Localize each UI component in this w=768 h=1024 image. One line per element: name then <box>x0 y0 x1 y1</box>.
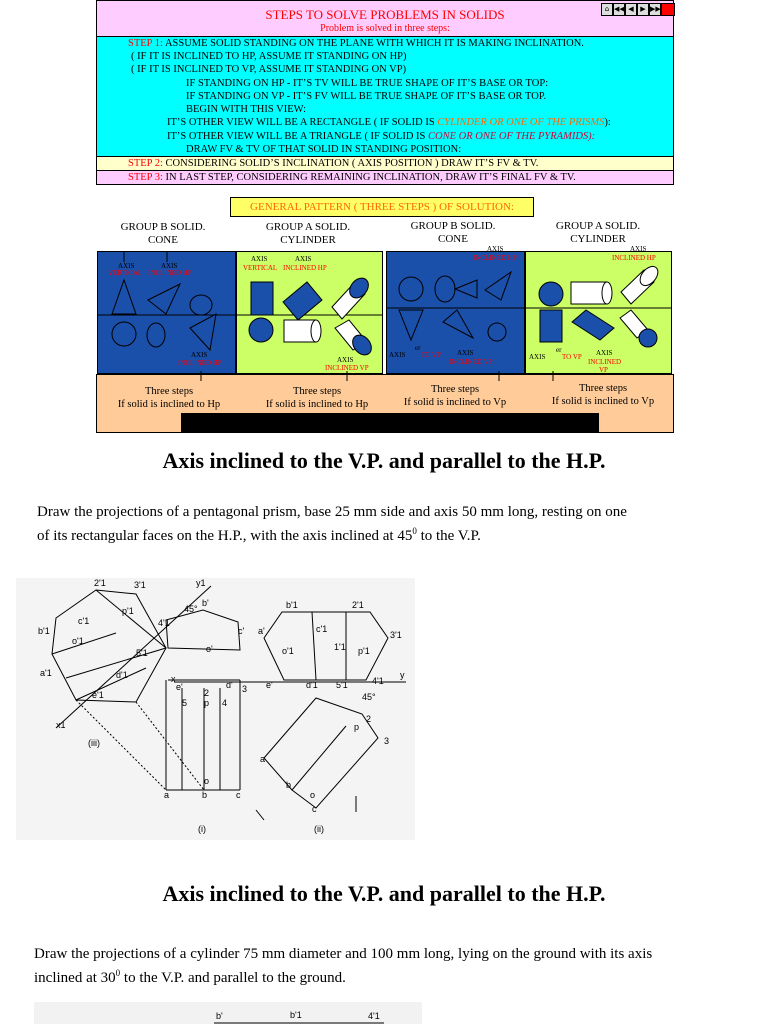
svg-text:3: 3 <box>242 684 248 694</box>
slide-nav <box>601 3 675 15</box>
para-text: to the V.P. <box>416 528 481 544</box>
axis-inclined-label: INCLINED <box>588 358 622 366</box>
three-steps-line1: Three steps <box>144 386 194 397</box>
svg-text:2'1: 2'1 <box>94 578 106 588</box>
axis-label: AXIS <box>337 356 354 364</box>
svg-text:2'1: 2'1 <box>352 600 364 610</box>
svg-text:y: y <box>400 670 405 680</box>
svg-text:a: a <box>164 790 170 800</box>
group-line2: CONE <box>148 234 178 246</box>
prism-drawing <box>16 578 415 840</box>
pattern-title: GENERAL PATTERN ( THREE STEPS ) OF SOLUTION: <box>230 197 534 217</box>
axis-inclined-vp-label: INCLINED VP <box>325 364 369 372</box>
to-vp-label: TO VP <box>421 351 441 359</box>
svg-text:c'1: c'1 <box>78 616 90 626</box>
axis-label: AXIS <box>191 351 208 359</box>
svg-text:p'1: p'1 <box>358 646 370 656</box>
stop-icon[interactable] <box>661 3 675 16</box>
prev-icon[interactable]: ◀ <box>625 3 637 16</box>
svg-text:y1: y1 <box>196 578 206 588</box>
axis-label: AXIS <box>596 349 613 357</box>
home-icon[interactable]: ⌂ <box>601 3 613 16</box>
axis-label: AXIS <box>295 255 312 263</box>
axis-vertical-label: VERTICAL <box>243 264 278 272</box>
to-vp-label: TO VP <box>562 353 582 361</box>
svg-text:e': e' <box>176 682 183 692</box>
group-label-3 <box>403 220 503 246</box>
three-steps-line2: If solid is inclined to Vp <box>403 397 507 408</box>
group-line2: CYLINDER <box>570 233 626 245</box>
svg-text:x1: x1 <box>56 720 66 730</box>
step1-line6: BEGIN WITH THIS VIEW: <box>186 104 307 115</box>
svg-text:x: x <box>171 674 176 684</box>
steps-subtitle: Problem is solved in three steps: <box>320 23 450 34</box>
group-label-2 <box>258 221 358 247</box>
three-steps-1 <box>97 385 241 411</box>
section2-heading: Axis inclined to the V.P. and parallel to the H.P. <box>162 881 606 906</box>
axis-inclined-hp-label: INCLINED HP <box>612 254 656 262</box>
section1-para-line2 <box>37 521 481 546</box>
group-line1: GROUP A SOLID. <box>265 221 351 233</box>
para-text: inclined at 30 <box>34 970 116 986</box>
svg-text:b'1: b'1 <box>286 600 298 610</box>
line8-text: IT’S OTHER VIEW WILL BE A TRIANGLE ( IF SOLID IS <box>167 131 429 142</box>
svg-text:5'1: 5'1 <box>336 680 348 690</box>
svg-text:e': e' <box>266 680 273 690</box>
axis-label: AXIS <box>529 353 546 361</box>
svg-text:4: 4 <box>222 698 228 708</box>
axis-inclined-hp-label: INCLINED HP <box>148 269 192 277</box>
line7-text: IT’S OTHER VIEW WILL BE A RECTANGLE ( IF SOLID IS <box>167 117 438 128</box>
section2-para-line1: Draw the projections of a cylinder 75 mm diameter and 100 mm long, lying on the ground with its axis <box>34 946 653 962</box>
section1-para-line1: Draw the projections of a pentagonal prism, base 25 mm side and axis 50 mm long, resting on one <box>37 504 627 520</box>
svg-text:a: a <box>260 754 266 764</box>
svg-text:45°: 45° <box>362 692 376 702</box>
fig-label: b'1 <box>290 1010 302 1020</box>
para-text: to the V.P. and parallel to the ground. <box>120 970 346 986</box>
three-steps-line2: If solid is inclined to Hp <box>265 399 369 410</box>
last-icon[interactable]: ▶▶ <box>649 3 661 16</box>
fig-label: b' <box>216 1011 223 1021</box>
degree-sup: 0 <box>115 968 121 978</box>
axis-label: AXIS <box>251 255 268 263</box>
group-line1: GROUP B SOLID. <box>410 220 496 232</box>
three-steps-2 <box>245 385 389 411</box>
step-arrows <box>97 371 673 386</box>
three-steps-line1: Three steps <box>578 383 628 394</box>
three-steps-3 <box>383 383 527 409</box>
three-steps-line2: If solid is inclined to Vp <box>551 396 655 407</box>
svg-text:b: b <box>202 790 208 800</box>
axis-vp-label: VP <box>599 366 608 374</box>
svg-text:a'1: a'1 <box>40 668 52 678</box>
degree-sup: 0 <box>412 526 417 536</box>
step1-line4: IF STANDING ON HP - IT’S TV WILL BE TRUE SHAPE OF IT’S BASE OR TOP: <box>186 78 549 89</box>
black-bar <box>181 413 599 432</box>
steps-title: STEPS TO SOLVE PROBLEMS IN SOLIDS <box>265 7 505 22</box>
svg-text:2: 2 <box>204 688 210 698</box>
group-line2: CYLINDER <box>280 234 336 246</box>
svg-text:b': b' <box>202 598 209 608</box>
step2-text: CONSIDERING SOLID’S INCLINATION ( AXIS POSITION ) DRAW IT’S FV & TV. <box>162 158 539 169</box>
three-steps-line1: Three steps <box>430 384 480 395</box>
svg-text:p'1: p'1 <box>122 606 134 616</box>
three-steps-line1: Three steps <box>292 386 342 397</box>
axis-inclined-hp-label: INCLINED HP <box>283 264 327 272</box>
axis-label: AXIS <box>457 349 474 357</box>
svg-text:o: o <box>204 776 210 786</box>
para-text: of its rectangular faces on the H.P., with the axis inclined at 45 <box>37 528 413 544</box>
next-icon[interactable]: ▶ <box>637 3 649 16</box>
svg-text:d': d' <box>226 680 233 690</box>
svg-text:c': c' <box>238 626 245 636</box>
perp-label: er <box>415 344 421 352</box>
svg-text:c: c <box>236 790 241 800</box>
step1-line9: DRAW FV & TV OF THAT SOLID IN STANDING POSITION: <box>186 144 462 155</box>
step1-block <box>97 37 673 157</box>
svg-text:(iii): (iii) <box>88 738 100 748</box>
svg-text:4'1: 4'1 <box>372 676 384 686</box>
step2-label: STEP 2: <box>128 158 163 169</box>
cylinder-figure <box>34 1002 422 1024</box>
group-label-4 <box>548 220 648 246</box>
svg-text:3'1: 3'1 <box>390 630 402 640</box>
axis-label: AXIS <box>161 262 178 270</box>
svg-text:(ii): (ii) <box>314 824 324 834</box>
axis-label: AXIS <box>487 245 504 253</box>
svg-text:4'1: 4'1 <box>158 618 170 628</box>
step1-line3: ( IF IT IS INCLINED TO VP, ASSUME IT STANDING ON VP) <box>131 64 407 75</box>
line8-highlight: CONE OR ONE OF THE PYRAMIDS): <box>428 131 596 142</box>
first-icon[interactable]: ◀◀ <box>613 3 625 16</box>
svg-text:5: 5 <box>182 698 188 708</box>
axis-inclined-hp-label: INCLINED HP <box>178 359 222 367</box>
svg-text:p: p <box>204 698 210 708</box>
svg-text:45°: 45° <box>184 604 198 614</box>
step1-label: STEP 1: <box>128 38 163 49</box>
svg-text:d'1: d'1 <box>306 680 318 690</box>
perp-label: er <box>556 346 562 354</box>
svg-text:o'1: o'1 <box>282 646 294 656</box>
svg-text:3'1: 3'1 <box>134 580 146 590</box>
group-line1: GROUP A SOLID. <box>555 220 641 232</box>
group-line1: GROUP B SOLID. <box>120 221 206 233</box>
axis-label: AXIS <box>389 351 406 359</box>
step1-line <box>128 37 584 50</box>
panel-cylinder-hp <box>236 251 383 374</box>
svg-text:e'1: e'1 <box>92 690 104 700</box>
svg-text:p: p <box>354 722 360 732</box>
svg-text:o': o' <box>206 644 213 654</box>
step1-line5: IF STANDING ON VP - IT’S FV WILL BE TRUE SHAPE OF IT’S BASE OR TOP. <box>186 91 547 102</box>
axis-inclined-hp-label: INCLINED HP <box>473 254 517 262</box>
axis-label: AXIS <box>118 262 135 270</box>
group-line2: CONE <box>438 233 468 245</box>
steps-header <box>97 1 673 37</box>
step1-line8 <box>167 130 595 143</box>
axis-vertical-label: VERTICAL <box>108 269 143 277</box>
three-steps-line2: If solid is inclined to Hp <box>117 399 221 410</box>
axis-label: AXIS <box>630 245 647 253</box>
svg-text:o: o <box>310 790 316 800</box>
line7-end: ): <box>604 117 611 128</box>
svg-text:a': a' <box>258 626 265 636</box>
step3-label: STEP 3: <box>128 172 163 183</box>
steps-box <box>96 0 674 185</box>
svg-text:d'1: d'1 <box>116 670 128 680</box>
panel-cylinder-vp <box>525 245 672 374</box>
panel-cone-vp <box>386 245 525 374</box>
svg-text:c'1: c'1 <box>316 624 328 634</box>
line7-highlight: CYLINDER OR ONE OF THE PRISMS <box>437 117 605 128</box>
svg-text:(i): (i) <box>198 824 206 834</box>
step1-line7 <box>167 116 611 129</box>
cone-vp-drawing <box>387 252 524 373</box>
svg-text:2: 2 <box>366 714 372 724</box>
axis-inclined-vp-label: INCLINED VP <box>449 358 493 366</box>
step1-text: ASSUME SOLID STANDING ON THE PLANE WITH WHICH IT IS MAKING INCLINATION. <box>162 38 584 49</box>
svg-text:3: 3 <box>384 736 390 746</box>
panel-cone-hp <box>97 251 236 374</box>
svg-text:5'1: 5'1 <box>136 648 148 658</box>
step1-line2: ( IF IT IS INCLINED TO HP, ASSUME IT STANDING ON HP) <box>131 51 407 62</box>
svg-text:1'1: 1'1 <box>334 642 346 652</box>
section1-heading: Axis inclined to the V.P. and parallel to the H.P. <box>162 448 606 473</box>
svg-text:b: b <box>286 780 292 790</box>
group-label-1 <box>113 221 213 247</box>
pentagonal-prism-figure <box>16 578 415 840</box>
fig-label: 4'1 <box>368 1011 380 1021</box>
cylinder-drawing <box>34 1002 422 1024</box>
svg-text:o'1: o'1 <box>72 636 84 646</box>
svg-text:c: c <box>312 804 317 814</box>
step2-block <box>97 157 673 171</box>
step3-text: IN LAST STEP, CONSIDERING REMAINING INCLINATION, DRAW IT’S FINAL FV & TV. <box>162 172 576 183</box>
svg-text:b'1: b'1 <box>38 626 50 636</box>
section2-para-line2 <box>34 963 346 988</box>
step3-block <box>97 171 673 184</box>
